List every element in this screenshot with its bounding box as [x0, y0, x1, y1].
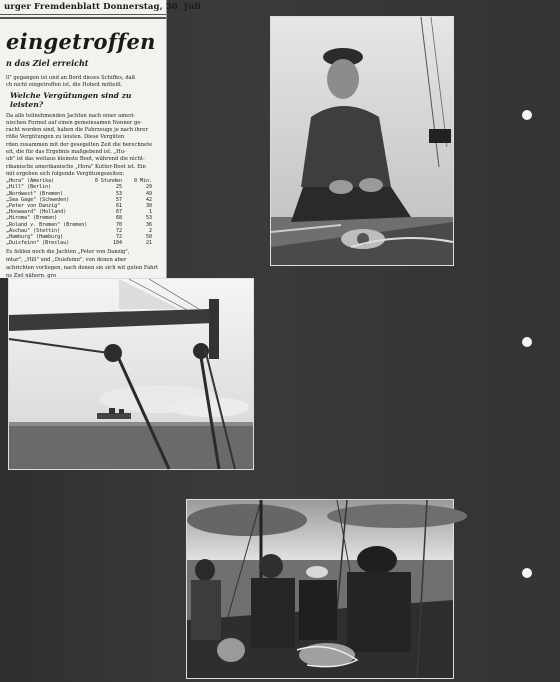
table-row: [6, 240, 162, 246]
paragraph-line: ll" gegangen ist und an Bord dieses Schiffes, daß: [6, 75, 136, 81]
paragraph-line: achrichten vorliegen, nach denen sie sich wit guten Fahrt: [6, 265, 159, 272]
yacht-name: „Hora" (Amerika): [6, 178, 55, 185]
yacht-name: „Hoowaard" (Holland): [6, 209, 67, 216]
crew-deck-photo: [186, 499, 454, 679]
yacht-name: „Duisfeinn" (Breslau): [6, 240, 70, 247]
minutes-value: 49: [145, 190, 152, 197]
hours-value: 68: [115, 215, 122, 222]
minutes-value: 42: [145, 196, 152, 203]
binder-hole: [522, 110, 532, 120]
hours-value: 72: [115, 227, 122, 234]
hours-value: 72: [115, 234, 122, 241]
paragraph-line: röße Vergütungen zu leisten. Diese Vergüten: [6, 134, 125, 141]
binder-hole: [522, 568, 532, 578]
minutes-value: 36: [145, 221, 152, 228]
minutes-value: 53: [145, 215, 152, 222]
hours-value: 70: [115, 221, 122, 228]
sailor-portrait-photo: [270, 16, 454, 266]
minutes-value: 50: [145, 234, 152, 241]
paragraph-line: rden zusammen mit der gesegelten Zeit die berechnete: [6, 141, 153, 148]
paragraph-line: Da alle teilnehmenden Jachten nach einer ameri-: [6, 112, 136, 119]
rigging-steamer-photo: [8, 278, 254, 470]
yacht-name: „Aschau" (Stettin): [6, 227, 61, 234]
minutes-value: 2: [148, 227, 152, 234]
minutes-value: 30: [145, 203, 152, 210]
binder-hole: [522, 337, 532, 347]
clipping-headline: eingetroffen: [6, 29, 156, 54]
paragraph-line: mit ergeben sich folgende Vergütungszeiten:: [6, 170, 125, 177]
hours-value: 25: [115, 184, 122, 191]
clipping-subline: n das Ziel erreicht: [6, 58, 89, 68]
newspaper-masthead: urger Fremdenblatt Donnerstag, 30. Juli: [0, 0, 166, 15]
results-table: [0, 177, 166, 246]
hours-value: 67: [115, 209, 122, 216]
minutes-value: 21: [145, 240, 152, 247]
minutes-value: 1: [148, 209, 152, 216]
yacht-name: „Hiroma" (Bremen): [6, 215, 58, 222]
hours-value: 61: [115, 203, 122, 210]
yacht-name: „Roland v. Bremen" (Bremen): [6, 221, 88, 228]
minutes-value: 0 Min.: [133, 178, 152, 185]
yacht-name: „Hill" (Berlin): [6, 184, 52, 191]
yacht-name: „Sea Gage" (Schweden): [6, 196, 70, 203]
yacht-name: „Nordwest" (Bremen): [6, 190, 64, 197]
paragraph-line: nischen Formel auf einen gemeinsamen Nenner ge-: [6, 119, 143, 126]
hours-value: 53: [115, 190, 122, 197]
newspaper-clipping: [0, 0, 201, 280]
yacht-name: „Peter von Danzig": [6, 203, 61, 210]
paragraph-line: mtar", „Hill" und „Duisfeinn", von denen aber: [6, 256, 127, 263]
paragraph-line: ns Ziel nähern. gro: [6, 273, 57, 280]
yacht-name: „Hamburg" (Hamburg): [6, 234, 64, 241]
paragraph-line: rikanische amerikanische „Hora" Kutter-Boot ist. Ein: [6, 163, 146, 170]
minutes-value: 29: [145, 184, 152, 191]
hours-value: 0 Stunden: [94, 178, 122, 185]
hours-value: 57: [115, 196, 122, 203]
clipping-subheading: Welche Vergütungen sind zu leisten?: [10, 90, 132, 109]
paragraph-line: ch nicht eingetroffen ist, die Hoheit mitteilt.: [6, 82, 123, 89]
hours-value: 104: [112, 240, 122, 247]
paragraph-line: Es fehlen noch die Jachten „Peter von Danzig",: [6, 248, 130, 255]
paragraph-line: ub" ist das weitaus kleinste Boot, während die nicht-: [6, 156, 145, 163]
paragraph-line: racht worden sind, haben die Fahrzeuge je nach ihrer: [6, 127, 148, 134]
paragraph-line: eit, die für das Ergebnis maßgebend ist. „Hu-: [6, 149, 126, 156]
